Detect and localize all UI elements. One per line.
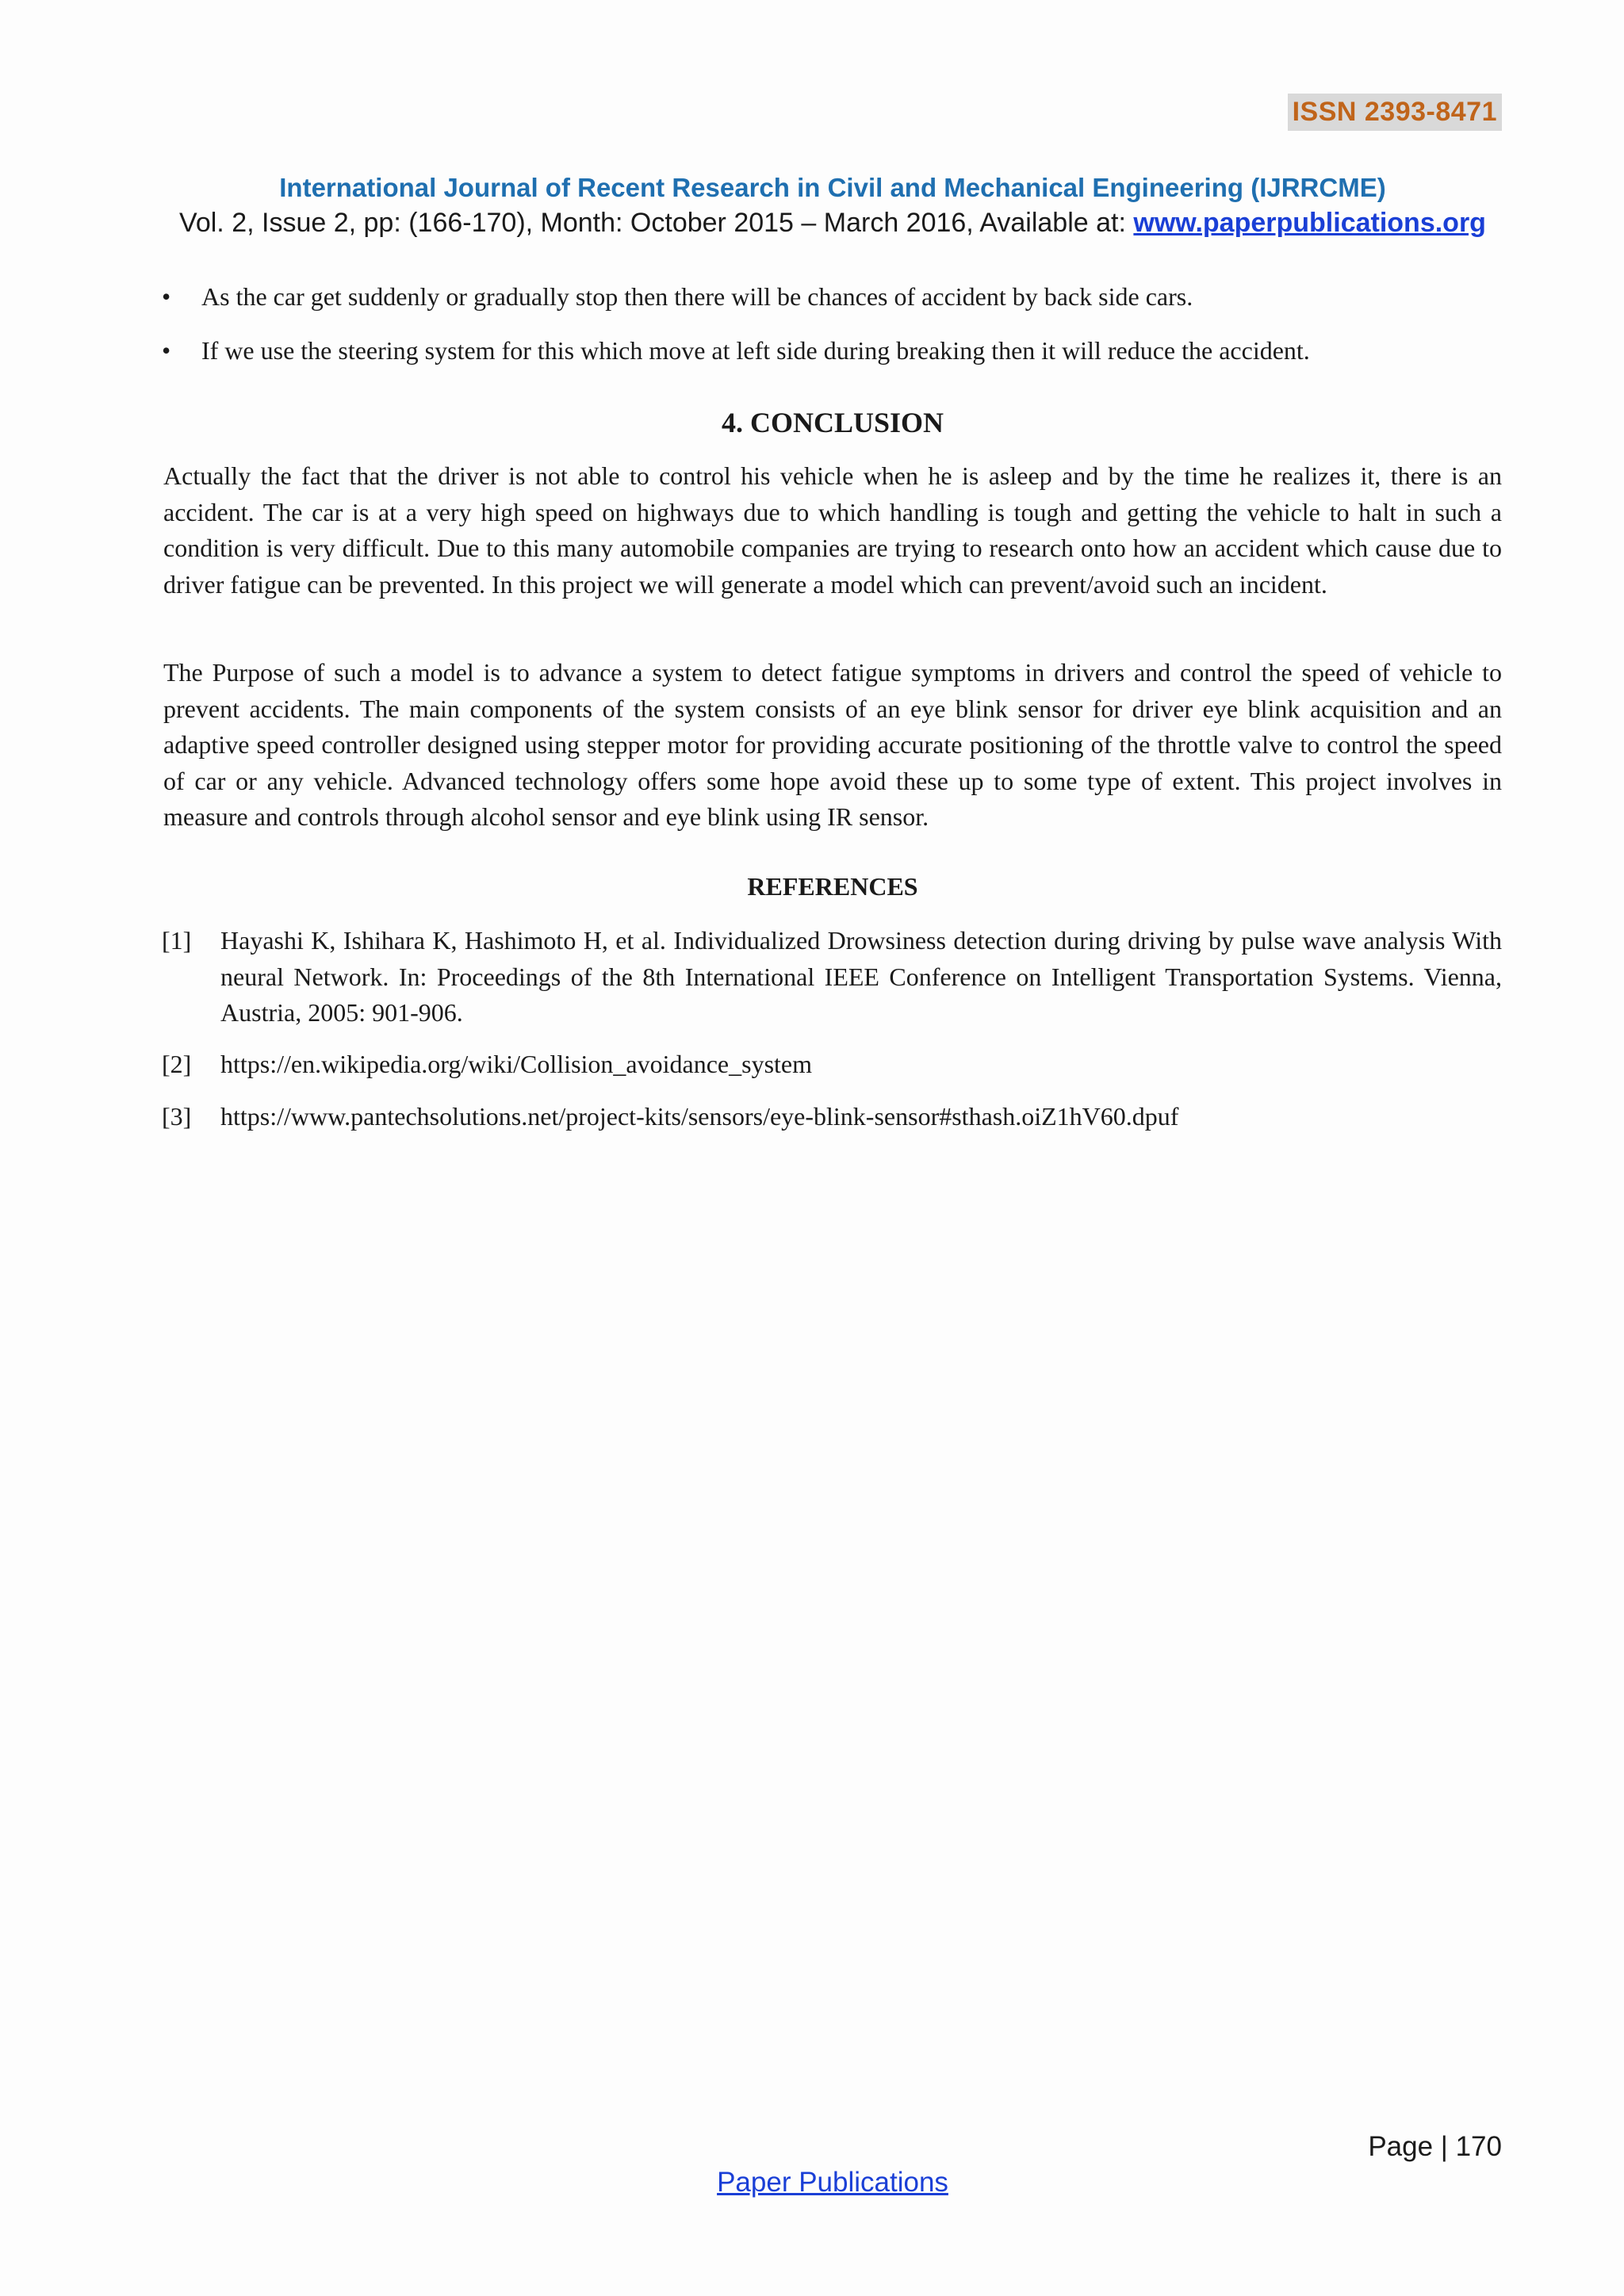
journal-info-text: Vol. 2, Issue 2, pp: (166-170), Month: October 2015 – March 2016, Available at: <box>179 208 1134 238</box>
reference-text: Hayashi K, Ishihara K, Hashimoto H, et al. Individualized Drowsiness detection during driving by pulse wave analysis With neural Network. In: Proceedings of the 8th International IEEE Conference on Intelligent Transportation Systems. Vienna, Austria, 2005: 901-906. <box>220 926 1502 1027</box>
reference-number: [3] <box>162 1102 192 1131</box>
reference-item <box>162 923 1502 1031</box>
reference-number: [2] <box>162 1050 192 1078</box>
bullet-text: As the car get suddenly or gradually stop then there will be chances of accident by back side cars. <box>201 282 1193 311</box>
reference-item <box>162 1047 1502 1083</box>
issn-badge: ISSN 2393-8471 <box>1288 94 1502 131</box>
bullet-dot-icon: • <box>162 336 171 365</box>
reference-item <box>162 1099 1502 1135</box>
journal-info <box>0 208 1624 239</box>
publisher-link[interactable]: Paper Publications <box>717 2167 948 2198</box>
conclusion-paragraph: Actually the fact that the driver is not able to control his vehicle when he is asleep and by the time he realizes it, there is an accident. The car is at a very high speed on highways due to which handling is tough and getting the vehicle to halt in such a condition is very difficult. Due to this many automobile companies are trying to research onto how an accident which cause due to driver fatigue can be prevented. In this project we will generate a model which can prevent/avoid such an incident. <box>163 461 1502 599</box>
page-number: Page | 170 <box>1368 2131 1502 2162</box>
reference-number: [1] <box>162 926 192 955</box>
references-heading: REFERENCES <box>747 872 918 901</box>
reference-link[interactable]: https://en.wikipedia.org/wiki/Collision_avoidance_system <box>220 1050 812 1078</box>
section-heading: 4. CONCLUSION <box>721 407 944 438</box>
bullet-dot-icon: • <box>162 282 171 311</box>
reference-link[interactable]: https://www.pantechsolutions.net/project-kits/sensors/eye-blink-sensor#sthash.oiZ1hV60.dpuf <box>220 1102 1179 1131</box>
conclusion-paragraph: The Purpose of such a model is to advance a system to detect fatigue symptoms in drivers and control the speed of vehicle to prevent accidents. The main components of the system consists of an eye blink sensor for driver eye blink acquisition and an adaptive speed controller designed using stepper motor for providing accurate positioning of the throttle valve to control the speed of car or any vehicle. Advanced technology offers some hope avoid these up to some type of extent. This project involves in measure and controls through alcohol sensor and eye blink using IR sensor. <box>163 658 1502 831</box>
bullet-text: If we use the steering system for this which move at left side during breaking then it will reduce the accident. <box>201 336 1310 365</box>
journal-title: International Journal of Recent Research in Civil and Mechanical Engineering (IJRRCME) <box>279 173 1386 202</box>
journal-url-link[interactable]: www.paperpublications.org <box>1133 208 1486 238</box>
